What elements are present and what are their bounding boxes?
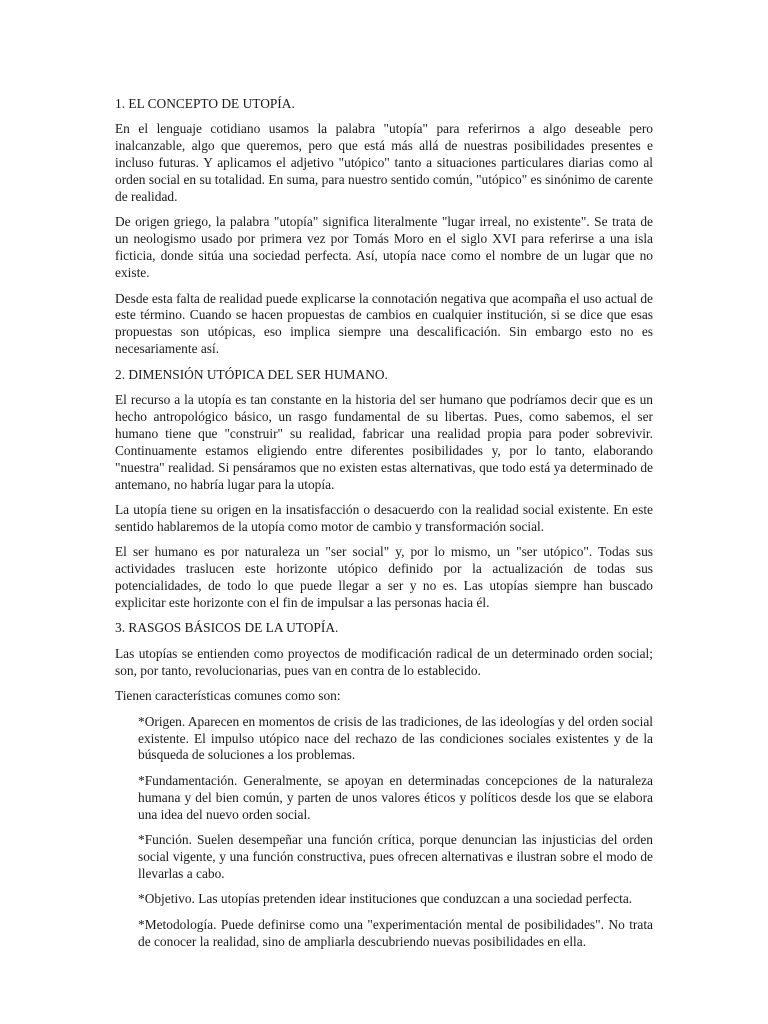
section-2-paragraph: El recurso a la utopía es tan constante en la historia del ser humano que podríamos decir que es un hecho antropológico básico, un rasgo fundamental de su libertas. Pues, como sabemos, el ser humano tiene que "construir" su realidad, fabricar una realidad propia para poder sobrevivir. Continuamente estamos eligiendo entre diferentes posibilidades y, por lo tanto, elaborando "nuestra" realidad. Si pensáramos que no existen estas alternativas, que todo está ya determinado de antemano, no habría lugar para la utopía.: [115, 392, 653, 492]
section-3-paragraph: Las utopías se entienden como proyectos de modificación radical de un determinado orden social; son, por tanto, revolucionarias, pues van en contra de lo establecido.: [115, 645, 653, 678]
section-1-paragraph: De origen griego, la palabra "utopía" significa literalmente "lugar irreal, no existente". Se trata de un neologismo usado por primera vez por Tomás Moro en el siglo XVI para referirse a una isla ficticia, donde sitúa una sociedad perfecta. Así, utopía nace como el nombre de un lugar que no existe.: [115, 214, 653, 281]
section-2-paragraph: El ser humano es por naturaleza un "ser social" y, por lo mismo, un "ser utópico". Todas sus actividades traslucen este horizonte utópico definido por la actualización de todas sus potencialidades, de todo lo que puede llegar a ser y no es. Las utopías siempre han buscado explicitar este horizonte con el fin de impulsar a las personas hacia él.: [115, 544, 653, 611]
section-1-paragraph: Desde esta falta de realidad puede explicarse la connotación negativa que acompaña el uso actual de este término. Cuando se hacen propuestas de cambios en cualquier institución, si se dice que esas propuestas son utópicas, eso implica siempre una descalificación. Sin embargo esto no es necesariamente así.: [115, 290, 653, 357]
list-item-fundamentacion: *Fundamentación. Generalmente, se apoyan en determinadas concepciones de la naturaleza humana y del bien común, y parten de unos valores éticos y políticos desde los que se elabora una idea del nuevo orden social.: [138, 772, 653, 822]
section-2-paragraph: La utopía tiene su origen en la insatisfacción o desacuerdo con la realidad social existente. En este sentido hablaremos de la utopía como motor de cambio y transformación social.: [115, 502, 653, 534]
list-item-objetivo: *Objetivo. Las utopías pretenden idear instituciones que conduzcan a una sociedad perfecta.: [138, 891, 633, 907]
document-page: [115, 96, 653, 959]
list-item-origen: *Origen. Aparecen en momentos de crisis de las tradiciones, de las ideologías y del orden social existente. El impulso utópico nace del rechazo de las condiciones sociales existentes y de la búsqueda de soluciones a los problemas.: [138, 713, 653, 763]
list-item-funcion: *Función. Suelen desempeñar una función crítica, porque denuncian las injusticias del orden social vigente, y una función constructiva, pues ofrecen alternativas e ilustran sobre el modo de llevarlas a cabo.: [138, 832, 653, 881]
section-2-heading: 2. DIMENSIÓN UTÓPICA DEL SER HUMANO.: [115, 366, 388, 382]
section-1-heading: 1. EL CONCEPTO DE UTOPÍA.: [115, 96, 295, 111]
section-1-paragraph: En el lenguaje cotidiano usamos la palabra "utopía" para referirnos a algo deseable pero inalcanzable, algo que queremos, pero que está más allá de nuestras posibilidades presentes e incluso futuras. Y aplicamos el adjetivo "utópico" tanto a situaciones particulares diarias como al orden social en su totalidad. En suma, para nuestro sentido común, "utópico" es sinónimo de carente de realidad.: [115, 121, 653, 205]
section-3-paragraph: Tienen características comunes como son:: [115, 688, 341, 704]
section-3-heading: 3. RASGOS BÁSICOS DE LA UTOPÍA.: [115, 620, 339, 636]
list-item-metodologia: *Metodología. Puede definirse como una "experimentación mental de posibilidades". No trata de conocer la realidad, sino de ampliarla descubriendo nuevas posibilidades en ella.: [138, 916, 653, 949]
